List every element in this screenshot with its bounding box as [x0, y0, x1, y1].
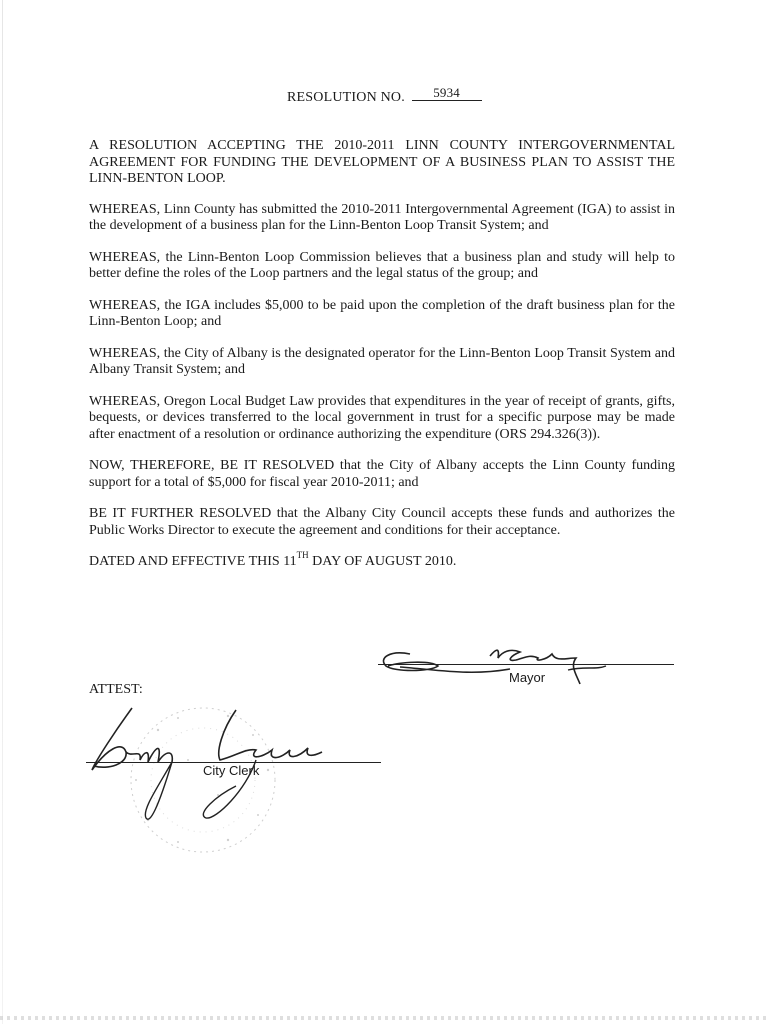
whereas-paragraph-5: WHEREAS, Oregon Local Budget Law provides that expenditures in the year of receipt of grants, gifts, bequests, or devices transferred to the local government in trust for a specific purpose may be made after enactment of a resolution or ordinance authorizing the expenditure (ORS 294.326(3)). — [89, 393, 675, 442]
dated-prefix: DATED AND EFFECTIVE THIS 11 — [89, 554, 297, 569]
further-resolved-paragraph: BE IT FURTHER RESOLVED that the Albany City Council accepts these funds and authorizes the Public Works Director to execute the agreement and conditions for their acceptance. — [89, 506, 675, 538]
mayor-signature-line — [378, 664, 674, 665]
attest-label: ATTEST: — [89, 682, 143, 697]
resolution-number: 5934 — [412, 86, 482, 101]
dated-ordinal: TH — [296, 550, 309, 561]
whereas-paragraph-3: WHEREAS, the IGA includes $5,000 to be paid upon the completion of the draft business plan for the Linn-Benton Loop; and — [89, 297, 675, 329]
city-clerk-label: City Clerk — [203, 763, 260, 778]
whereas-paragraph-1: WHEREAS, Linn County has submitted the 2010-2011 Intergovernmental Agreement (IGA) to assist in the development of a business plan for the Linn-Benton Loop Transit System; and — [89, 201, 675, 233]
whereas-paragraph-4: WHEREAS, the City of Albany is the designated operator for the Linn-Benton Loop Transit System and Albany Transit System; and — [89, 345, 675, 377]
resolution-title: A RESOLUTION ACCEPTING THE 2010-2011 LINN COUNTY INTERGOVERNMENTAL AGREEMENT FOR FUNDING THE DEVELOPMENT OF A BUSINESS PLAN TO ASSIST THE LINN-BENTON LOOP. — [89, 138, 675, 186]
mayor-label: Mayor — [509, 670, 546, 685]
scan-left-edge — [2, 0, 3, 1024]
whereas-paragraph-2: WHEREAS, the Linn-Benton Loop Commission believes that a business plan and study will help to better define the roles of the Loop partners and the legal status of the group; and — [89, 249, 675, 281]
dated-suffix: DAY OF AUGUST 2010. — [308, 554, 457, 569]
dated-line — [89, 550, 675, 571]
resolution-label: RESOLUTION NO. — [287, 90, 405, 105]
resolved-paragraph: NOW, THEREFORE, BE IT RESOLVED that the City of Albany accepts the Linn County funding support for a total of $5,000 for fiscal year 2010-2011; and — [89, 458, 675, 490]
resolution-number-heading — [287, 85, 482, 106]
resolution-body — [89, 138, 675, 586]
mayor-signature — [370, 636, 620, 686]
scan-bottom-edge — [0, 1016, 770, 1020]
